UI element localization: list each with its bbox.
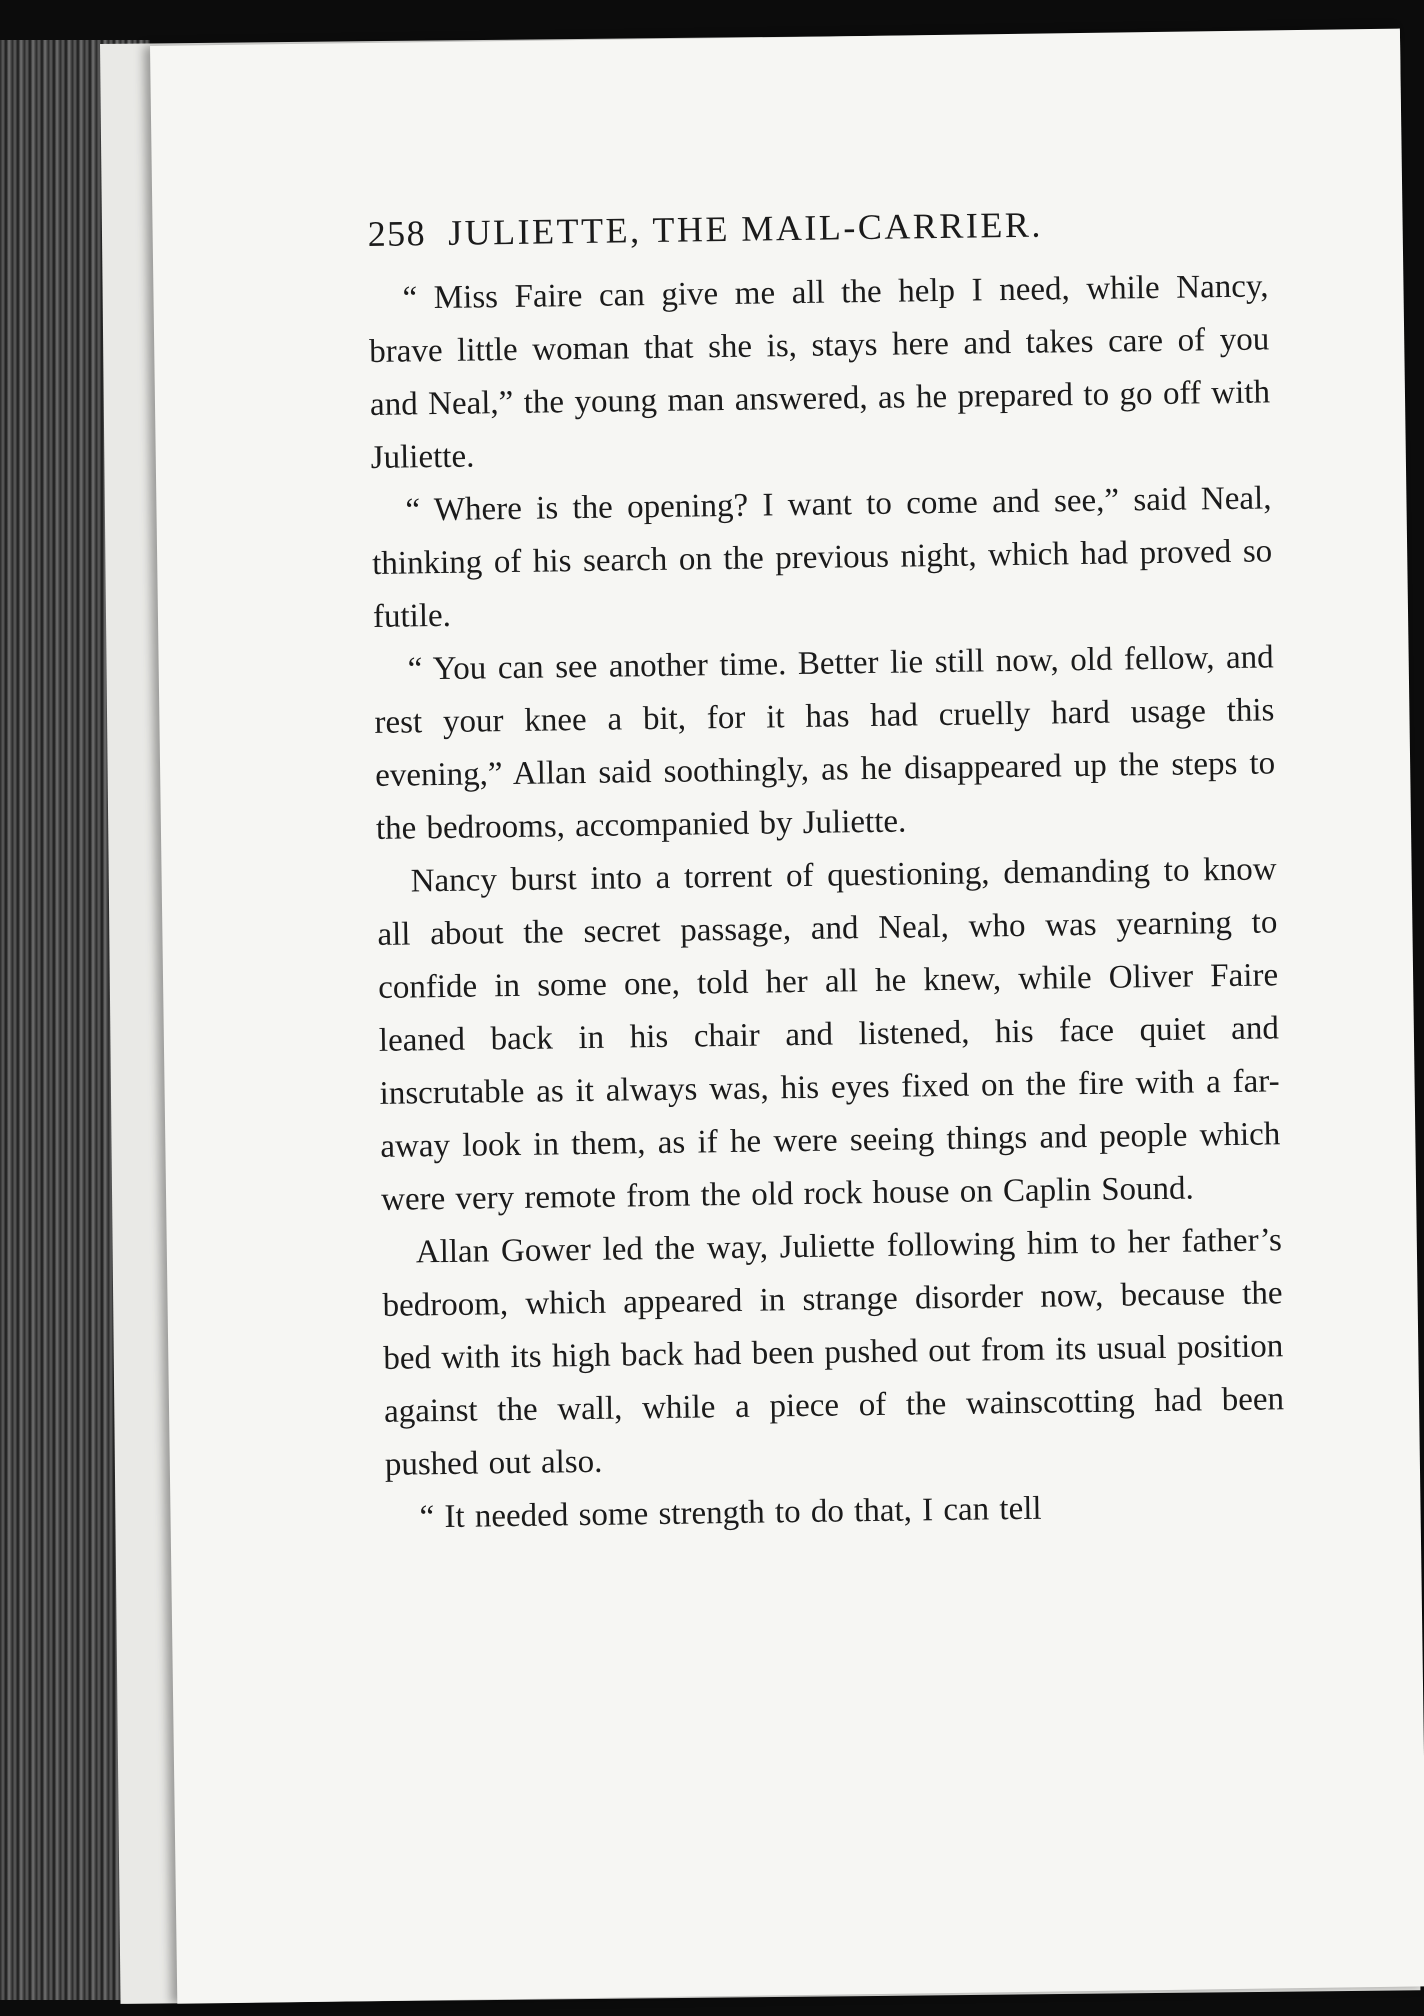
paragraph: “ Miss Faire can give me all the help I need, while Nancy, brave little woman that she is, stays here and takes care of you and Neal,” the young man answered, as he prepared to go off with Juliette. — [369, 268, 1271, 476]
page-content — [367, 200, 1286, 1544]
running-head — [367, 200, 1267, 255]
paragraph: Nancy burst into a torrent of questioning, demanding to know all about the secret passage, and Neal, who was yearning to confide in some one, told her all he knew, while Oliver Faire leaned back in his chair and listened, his face quiet and inscrutable as it always was, his eyes fixed on the fire with a far-away look in them, as if he were seeing things and people which were very remote from the old rock house on Caplin Sound. — [377, 851, 1281, 1218]
book-page — [150, 29, 1424, 2004]
paragraph: “ Where is the opening? I want to come and see,” said Neal, thinking of his search on the previous night, which had proved so futile. — [372, 480, 1273, 635]
page-number: 258 — [367, 213, 427, 254]
paragraph: Allan Gower led the way, Juliette following him to her father’s bedroom, which appeared in strange disorder now, because the bed with its high back had been pushed out from its usual position against the wall, while a piece of the wainscotting had been pushed out also. — [382, 1222, 1285, 1483]
running-title: JULIETTE, THE MAIL-CARRIER. — [447, 204, 1044, 253]
paragraph: “ You can see another time. Better lie still now, old fellow, and rest your knee a bit, for it has had cruelly hard usage this evening,” Allan said soothingly, as he disappeared up the steps to the bedrooms, accompanied by Juliette. — [374, 639, 1276, 847]
paragraph: “ It needed some strength to do that, I can tell — [419, 1490, 1042, 1536]
